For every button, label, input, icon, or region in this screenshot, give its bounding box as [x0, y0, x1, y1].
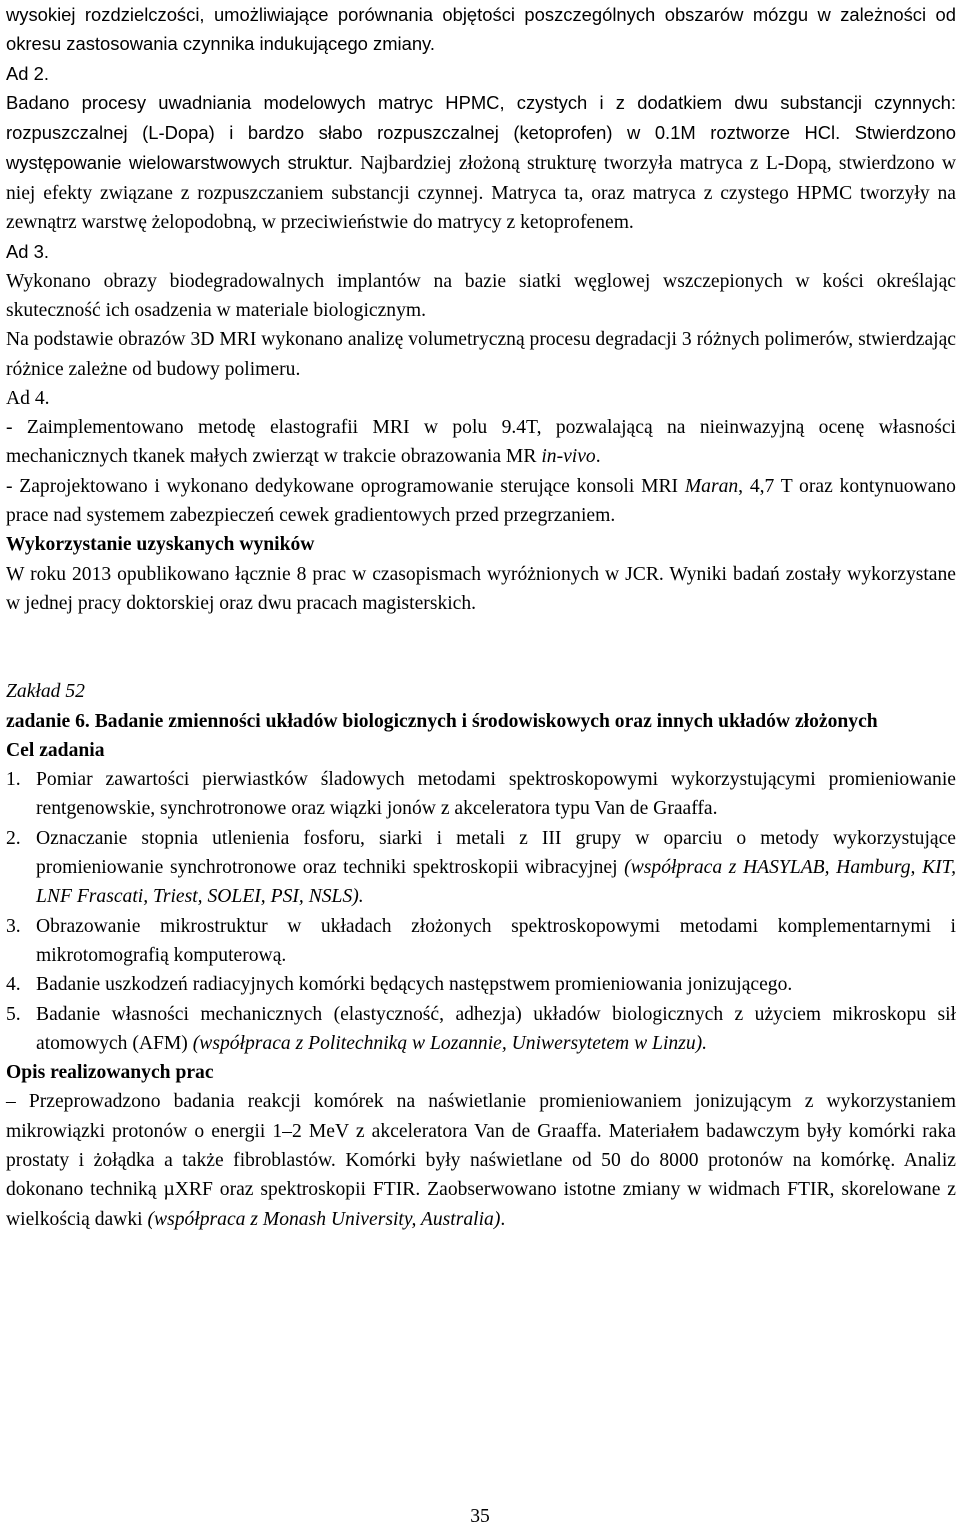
ad4-paragraph-2: [6, 472, 956, 531]
work-text: – Przeprowadzono badania reakcji komórek na naświetlanie promieniowaniem jonizującym z wykorzystaniem mikrowiązki protonów o energii 1–2 MeV z akceleratora Van de Graaffa. Materiałem badawczym były komórki raka prostaty i żołądka a także fibroblastów. Komórki były naświetlane od 50 do 8000 protonów na komórkę. Analiz dokonano techniką µXRF oraz spektroskopii FTIR. Zaobserwowano istotne zmiany w widmach FTIR, skorelowane z wielkością dawki: [6, 1091, 956, 1230]
ad2-label: Ad 2.: [6, 62, 49, 84]
ad4-p2-italic: Maran: [684, 475, 739, 497]
ad4-p2-end: , 4,7 T oraz kontynuowano prace nad systemem zabezpieczeń cewek gradientowych przed przegrzaniem.: [6, 475, 956, 527]
work-end: .: [500, 1208, 506, 1230]
work-paragraph: [6, 1087, 956, 1233]
goal-text: Badanie uszkodzeń radiacyjnych komórki będących następstwem promieniowania jonizującego.: [36, 974, 793, 996]
goal-number: 5.: [6, 1003, 21, 1025]
task-label: zadanie 6.: [6, 710, 90, 732]
goal-number: 4.: [6, 974, 21, 996]
goal-item: [6, 765, 956, 824]
goal-text: Obrazowanie mikrostruktur w układach złożonych spektroskopowymi metodami komplementarnymi i mikrotomografią komputerową.: [36, 915, 956, 966]
goal-item: [6, 1000, 956, 1059]
goal-item: [6, 970, 956, 999]
ad2-text-part2: Najbardziej złożoną strukturę tworzyła matryca z L-Dopą, stwierdzono w niej efekty związane z rozpuszczaniem substancji czynnej. Matryca ta, oraz matryca z czystego HPMC tworzyły na zewnątrz warstwę żelopodobną, w przeciwieństwie do matrycy z ketoprofenem.: [6, 153, 956, 234]
intro-paragraph: wysokiej rozdzielczości, umożliwiające porównania objętości poszczególnych obszarów mózgu w zależności od okresu zastosowania czynnika indukującego zmiany.: [6, 4, 956, 55]
goal-heading: Cel zadania: [6, 739, 105, 761]
goal-item: [6, 824, 956, 912]
goal-text: Pomiar zawartości pierwiastków śladowych metodami spektroskopowymi wykorzystującymi promieniowanie rentgenowskie, synchrotronowe oraz wiązki jonów z akceleratora typu Van de Graaffa.: [36, 769, 956, 820]
goal-item: [6, 912, 956, 971]
ad4-p1-end: .: [595, 446, 601, 468]
goal-number: 3.: [6, 915, 21, 937]
section-spacer: [6, 618, 956, 677]
task-title: [6, 707, 956, 736]
results-heading: Wykorzystanie uzyskanych wyników: [6, 534, 315, 556]
ad2-text-part1: Badano procesy uwadniania modelowych matryc HPMC, czystych i z dodatkiem dwu substancji czynnych: rozpuszczalnej (L-Dopa) i bardzo słabo rozpuszczalnej (ketoprofen) w 0.1M roztworze HCl. Stwierdzono występowanie wielowarstwowych struktur.: [6, 91, 956, 174]
ad4-p1-italic: in-vivo: [541, 446, 596, 468]
page-number: 35: [470, 1506, 490, 1527]
work-collaboration: (współpraca z Monash University, Australia): [147, 1208, 501, 1230]
goal-text: Badanie własności mechanicznych (elastyczność, adhezja) układów biologicznych z użyciem mikroskopu sił atomowych (AFM): [36, 1003, 956, 1054]
ad4-p1-text: - Zaimplementowano metodę elastografii MRI w polu 9.4T, pozwalającą na nieinwazyjną ocenę własności mechanicznych tkanek małych zwierząt w trakcie obrazowania MR: [6, 417, 956, 468]
goal-number: 1.: [6, 769, 21, 791]
ad4-paragraph-1: [6, 413, 956, 472]
ad3-paragraph-2: Na podstawie obrazów 3D MRI wykonano analizę volumetryczną procesu degradacji 3 różnych polimerów, stwierdzając różnice zależne od budowy polimeru.: [6, 329, 956, 380]
goal-number: 2.: [6, 827, 21, 849]
results-paragraph: W roku 2013 opublikowano łącznie 8 prac w czasopismach wyróżnionych w JCR. Wyniki badań zostały wykorzystane w jednej pracy doktorskiej oraz dwu pracach magisterskich.: [6, 563, 956, 614]
ad4-label: Ad 4.: [6, 387, 50, 409]
task-title-text: Badanie zmienności układów biologicznych i środowiskowych oraz innych układów złożonych: [94, 710, 878, 732]
document-page: [6, 0, 956, 1234]
goal-collaboration: (współpraca z HASYLAB, Hamburg, KIT, LNF Frascati, Triest, SOLEI, PSI, NSLS).: [36, 857, 956, 908]
ad2-paragraph: [6, 88, 956, 237]
goal-list: [6, 765, 956, 1058]
goal-collaboration: (współpraca z Politechniką w Lozannie, Uniwersytetem w Linzu).: [192, 1032, 708, 1054]
ad4-p2-text: - Zaprojektowano i wykonano dedykowane oprogramowanie sterujące konsoli MRI: [6, 475, 685, 497]
ad3-label: Ad 3.: [6, 241, 49, 263]
work-heading: Opis realizowanych prac: [6, 1062, 214, 1084]
department-label: Zakład 52: [6, 681, 85, 703]
ad3-paragraph-1: Wykonano obrazy biodegradowalnych implantów na bazie siatki węglowej wszczepionych w kości określając skuteczność ich osadzenia w materiale biologicznym.: [6, 270, 956, 321]
goal-text: Oznaczanie stopnia utlenienia fosforu, siarki i metali z III grupy w oparciu o metody wykorzystujące promieniowanie synchrotronowe oraz techniki spektroskopii wibracyjnej: [36, 827, 956, 879]
